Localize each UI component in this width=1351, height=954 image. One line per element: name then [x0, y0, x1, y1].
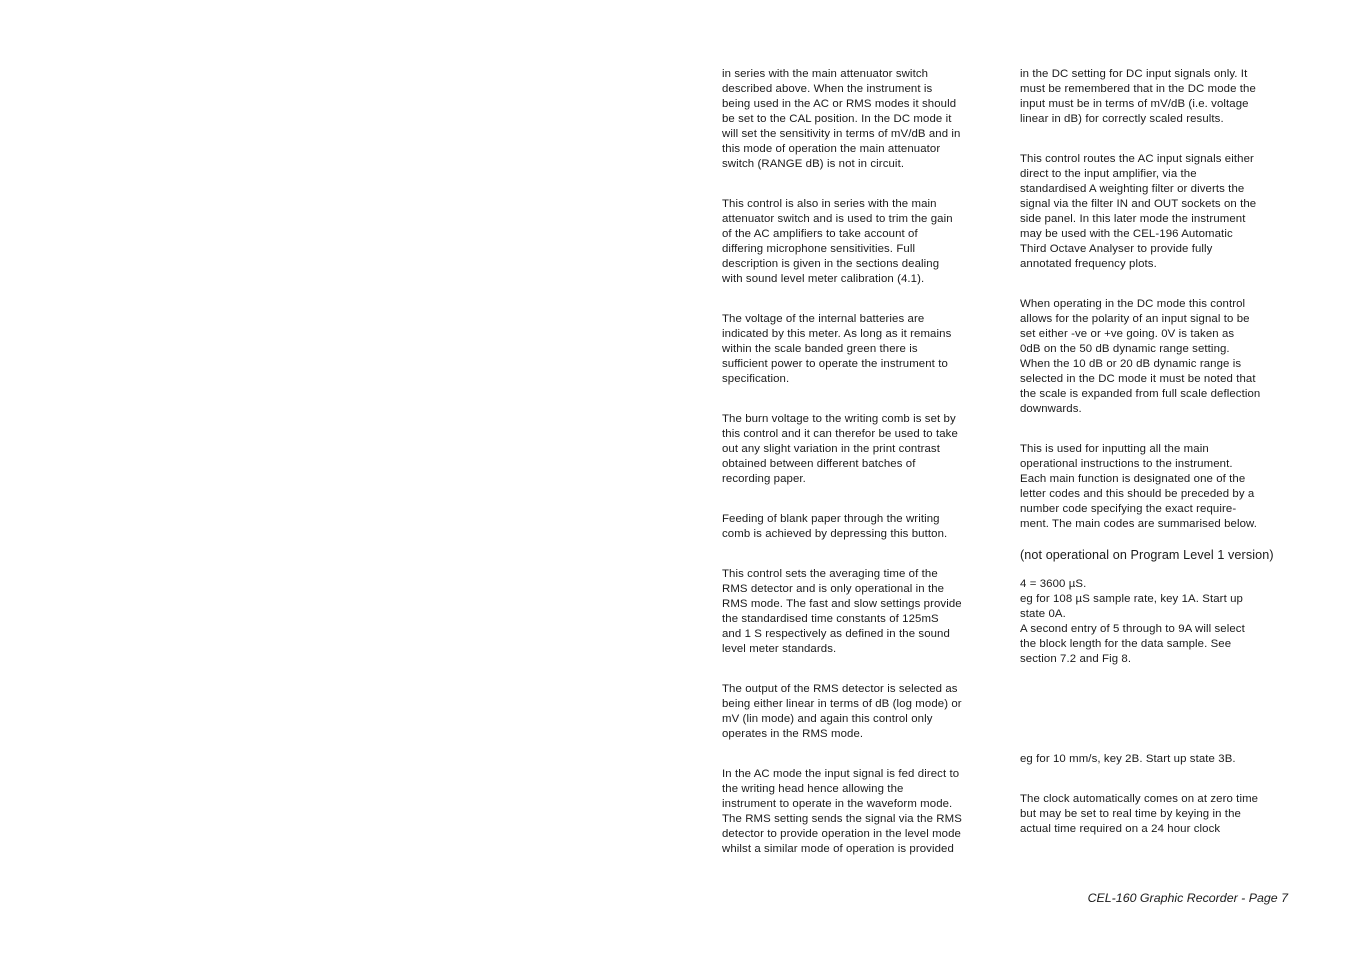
right-text-column	[1020, 67, 1290, 862]
paragraph-clock: The clock automatically comes on at zero time but may be set to real time by keying in the actual time required on a 24 hour clock	[1020, 793, 1259, 835]
paragraph-rms-output: The output of the RMS detector is selected as being either linear in terms of dB (log mode) or mV (lin mode) and again this control only operates in the RMS mode.	[722, 683, 962, 740]
paragraph-burn-voltage: The burn voltage to the writing comb is set by this control and it can therefor be used to take out any slight variation in the print contrast obtained between different batches of recording paper.	[722, 413, 958, 485]
page-footer: CEL-160 Graphic Recorder - Page 7	[1087, 891, 1288, 905]
paragraph-dc-setting: in the DC setting for DC input signals only. It must be remembered that in the DC mode the input must be in terms of mV/dB (i.e. voltage linear in dB) for correctly scaled results.	[1020, 68, 1256, 125]
paragraph-paper-feed: Feeding of blank paper through the writing comb is achieved by depressing this button.	[722, 513, 948, 540]
paragraph-cal-attenuator: in series with the main attenuator switch described above. When the instrument is being used in the AC or RMS modes it should be set to the CAL position. In the DC mode it will set the sensitivity in terms of mV/dB and in this mode of operation the main attenuator switch (RANGE dB) is not in circuit.	[722, 68, 961, 170]
paragraph-battery-meter: The voltage of the internal batteries are indicated by this meter. As long as it remains within the scale banded green there is sufficient power to operate the instrument to specification.	[722, 313, 952, 385]
paragraph-dc-polarity: When operating in the DC mode this control allows for the polarity of an input signal to be set either -ve or +ve going. 0V is taken as 0dB on the 50 dB dynamic range setting. When the 10 dB or 20 dB dynamic range is selected in the DC mode it must be noted that the scale is expanded from full scale deflection downwards.	[1020, 298, 1261, 415]
paragraph-sample-rate: 4 = 3600 µS. eg for 108 µS sample rate, key 1A. Start up state 0A. A second entry of 5 through to 9A will select the block length for the data sample. See section 7.2 and Fig 8.	[1020, 578, 1245, 665]
paragraph-gain-trim: This control is also in series with the main attenuator switch and is used to trim the gain of the AC amplifiers to take account of differing microphone sensitivities. Full description is given in the sections dealing with sound level meter calibration (4.1).	[722, 198, 953, 285]
paragraph-paper-speed: eg for 10 mm/s, key 2B. Start up state 3B.	[1020, 753, 1236, 765]
paragraph-keypad: This is used for inputting all the main operational instructions to the instrument. Each main function is designated one of the letter codes and this should be preceded by a number code specifying the exact require- ment. The main codes are summarised below.	[1020, 443, 1257, 530]
paragraph-not-operational-note: (not operational on Program Level 1 version)	[1020, 548, 1274, 562]
paragraph-ac-mode: In the AC mode the input signal is fed direct to the writing head hence allowing the instrument to operate in the waveform mode. The RMS setting sends the signal via the RMS detector to provide operation in the level mode whilst a similar mode of operation is provided	[722, 768, 962, 855]
left-text-column	[722, 67, 992, 882]
paragraph-filter-routing: This control routes the AC input signals either direct to the input amplifier, via the standardised A weighting filter or diverts the signal via the filter IN and OUT sockets on the side panel. In this later mode the instrument may be used with the CEL-196 Automatic Third Octave Analyser to provide fully annotated frequency plots.	[1020, 153, 1257, 270]
paragraph-averaging-time: This control sets the averaging time of the RMS detector and is only operational in the RMS mode. The fast and slow settings provide the standardised time constants of 125mS and 1 S respectively as defined in the sound level meter standards.	[722, 568, 962, 655]
